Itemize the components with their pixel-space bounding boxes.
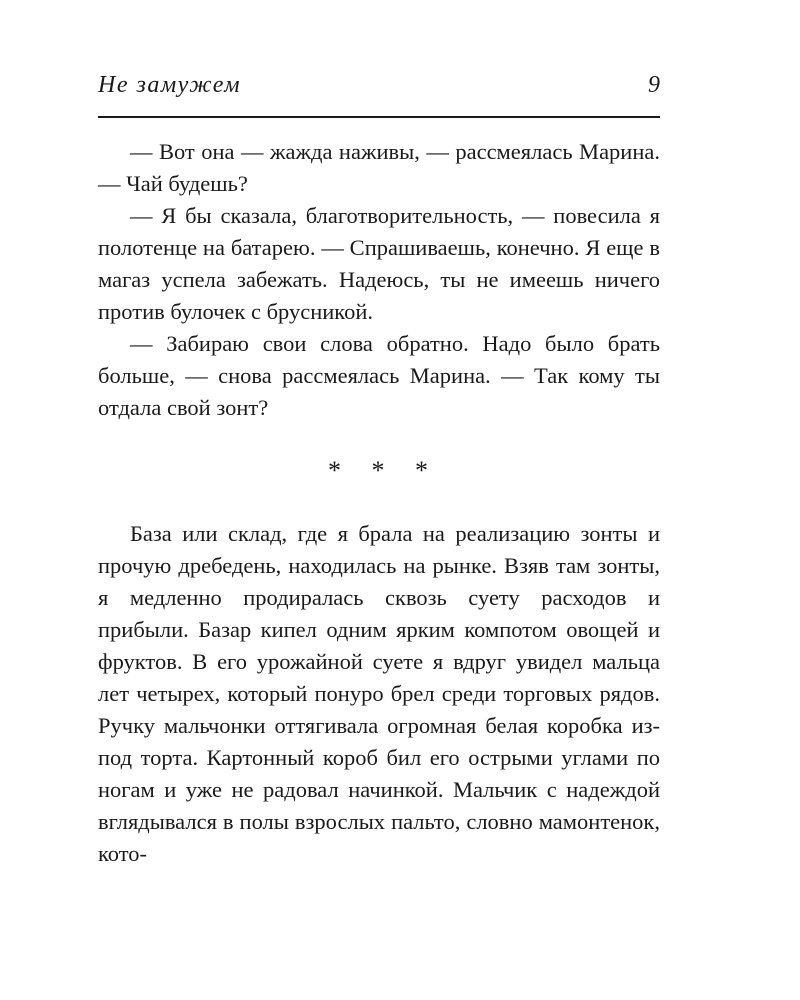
header-rule [98,116,660,118]
page-number: 9 [648,72,660,98]
section-separator: * * * [328,456,430,485]
paragraph: — Вот она — жажда наживы, — рассмеялась Марина. — Чай будешь? [98,139,660,196]
paragraph: — Я бы сказала, благотворительность, — повесила я полотенце на батарею. — Спрашиваешь, конечно. Я еще в магаз успела забежать. Надеюсь, ты не имеешь ничего против булочек с брусникой. [98,203,660,324]
narrative-block [98,518,660,870]
paragraph: База или склад, где я брала на реализацию зонты и прочую дребедень, находилась на рынке. Взяв там зонты, я медленно продиралась сквозь суету расходов и прибыли. Базар кипел одним ярким компотом овощей и фруктов. В его урожайной суете я вдруг увидел мальца лет четырех, который понуро брел среди торговых рядов. Ручку мальчонки оттягивала огромная белая коробка из-под торта. Картонный короб бил его острыми углами по ногам и уже не радовал начинкой. Мальчик с надеждой вглядывался в полы взрослых пальто, словно мамонтенок, кото- [98,521,660,866]
running-head [98,72,660,108]
dialogue-block [98,136,660,424]
running-title: Не замужем [98,72,242,98]
paragraph: — Забираю свои слова обратно. Надо было брать больше, — снова рассмеялась Марина. — Так кому ты отдала свой зонт? [98,331,660,420]
